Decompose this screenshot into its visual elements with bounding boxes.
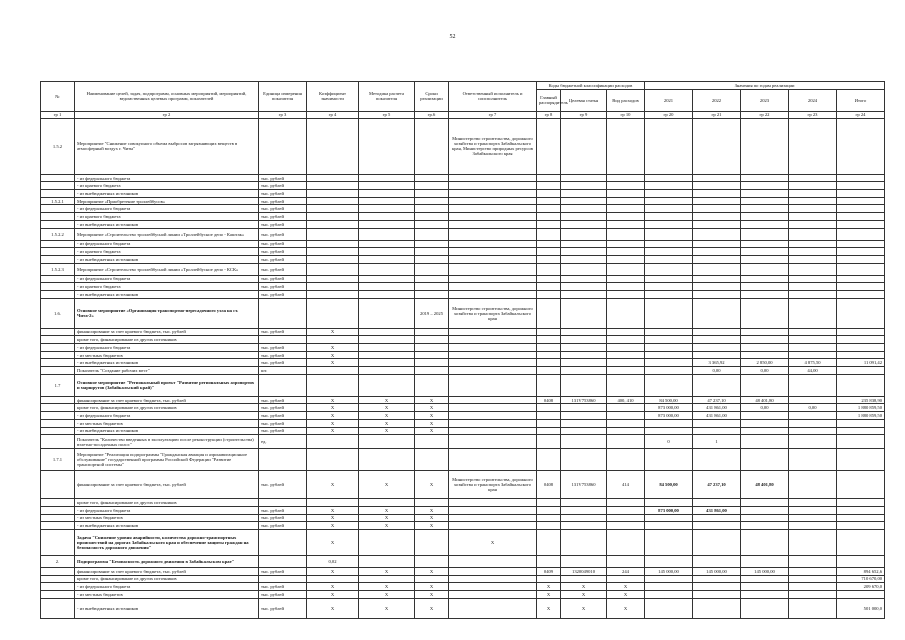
row-value-2022: 0,00 bbox=[693, 367, 741, 375]
table-row bbox=[41, 255, 885, 263]
table-row bbox=[41, 182, 885, 190]
budget-table bbox=[40, 81, 885, 619]
row-coef: X bbox=[307, 598, 359, 618]
row-name: кроме того, финансирование из других источников bbox=[75, 404, 259, 412]
row-bcc-exp: 414 bbox=[607, 471, 645, 499]
col-name-header: Наименование целей, задач, подпрограмм, основных мероприятий, мероприятий, ведомственных целевых программ, показателей bbox=[75, 82, 259, 112]
row-value-2022: 431 861,00 bbox=[693, 506, 741, 514]
table-row bbox=[41, 298, 885, 328]
row-number: 1.5.2.2 bbox=[41, 228, 75, 240]
col-mark: гр 23 bbox=[789, 111, 837, 118]
row-number: 1.7.1 bbox=[41, 449, 75, 471]
col-bcc-exp-header: Вид расходов bbox=[607, 89, 645, 111]
row-bcc-item: X bbox=[561, 591, 607, 599]
table-row bbox=[41, 419, 885, 427]
row-coef: X bbox=[307, 328, 359, 336]
row-unit: тыс. рублей bbox=[259, 190, 307, 198]
table-row bbox=[41, 396, 885, 404]
row-name: - из внебюджетных источников bbox=[75, 359, 259, 367]
row-value-2023: 145 000,00 bbox=[741, 567, 789, 575]
row-name: - из местных бюджетов bbox=[75, 591, 259, 599]
row-method: X bbox=[359, 522, 415, 530]
row-number: 1.5.2.3 bbox=[41, 263, 75, 275]
row-term: X bbox=[415, 591, 449, 599]
table-row bbox=[41, 220, 885, 228]
row-bcc-exp: X bbox=[607, 583, 645, 591]
table-row bbox=[41, 591, 885, 599]
row-name: Основное мероприятие «Организация транспортно-пересадочного узла на ст. Чита-2» bbox=[75, 298, 259, 328]
row-name: - из местных бюджетов bbox=[75, 419, 259, 427]
row-method: X bbox=[359, 591, 415, 599]
table-row bbox=[41, 427, 885, 435]
col-mark: гр 10 bbox=[607, 111, 645, 118]
row-name: Мероприятие «Приобретение троллейбусов» bbox=[75, 197, 259, 205]
row-coef: X bbox=[307, 529, 359, 555]
row-unit: тыс. рублей bbox=[259, 263, 307, 275]
table-row bbox=[41, 205, 885, 213]
table-row bbox=[41, 263, 885, 275]
row-name: - из федерального бюджета bbox=[75, 174, 259, 182]
row-name: кроме того, финансирование из других источников bbox=[75, 336, 259, 344]
row-unit: тыс. рублей bbox=[259, 396, 307, 404]
table-row bbox=[41, 555, 885, 567]
row-unit: тыс. рублей bbox=[259, 471, 307, 499]
row-value-2022: 47 237,10 bbox=[693, 471, 741, 499]
row-name: - из федерального бюджета bbox=[75, 240, 259, 248]
row-coef: X bbox=[307, 583, 359, 591]
row-method: X bbox=[359, 427, 415, 435]
row-value-2021: 0 bbox=[645, 435, 693, 449]
row-name: финансирование за счет краевого бюджета, тыс. рублей bbox=[75, 567, 259, 575]
row-method: X bbox=[359, 583, 415, 591]
row-value-2021: 84 500,00 bbox=[645, 471, 693, 499]
row-name: - из внебюджетных источников bbox=[75, 290, 259, 298]
col-2021-header: 2021 bbox=[645, 89, 693, 111]
row-unit: тыс. рублей bbox=[259, 567, 307, 575]
row-method: X bbox=[359, 396, 415, 404]
row-unit: тыс. рублей bbox=[259, 197, 307, 205]
row-name: кроме того, финансирование из других источников bbox=[75, 575, 259, 583]
row-value-2022: 145 000,00 bbox=[693, 567, 741, 575]
row-responsible: X bbox=[449, 529, 537, 555]
col-mark: гр 1 bbox=[41, 111, 75, 118]
row-value-total: 1 880 859,50 bbox=[837, 404, 885, 412]
row-term: X bbox=[415, 514, 449, 522]
row-value-total: 235 838,90 bbox=[837, 396, 885, 404]
table-row bbox=[41, 248, 885, 256]
row-name: - из внебюджетных источников bbox=[75, 190, 259, 198]
row-term: X bbox=[415, 522, 449, 530]
row-value-2023: 48 401,80 bbox=[741, 471, 789, 499]
row-name: финансирование за счет краевого бюджета, тыс. рублей bbox=[75, 471, 259, 499]
row-unit: тыс. рублей bbox=[259, 205, 307, 213]
row-method: X bbox=[359, 514, 415, 522]
col-years-header: Значения по годам реализации bbox=[645, 82, 885, 90]
row-unit: шт. bbox=[259, 367, 307, 375]
row-value-2023: 0,00 bbox=[741, 404, 789, 412]
row-unit: тыс. рублей bbox=[259, 344, 307, 352]
row-unit: тыс. рублей bbox=[259, 404, 307, 412]
col-2024-header: 2024 bbox=[789, 89, 837, 111]
row-unit: тыс. рублей bbox=[259, 506, 307, 514]
table-row bbox=[41, 404, 885, 412]
row-unit: тыс. рублей bbox=[259, 412, 307, 420]
row-value-total: 501 000,0 bbox=[837, 598, 885, 618]
row-unit: тыс. рублей bbox=[259, 591, 307, 599]
row-value-2022: 1 bbox=[693, 435, 741, 449]
row-coef: X bbox=[307, 567, 359, 575]
table-row bbox=[41, 367, 885, 375]
row-value-total: 710 670,00 bbox=[837, 575, 885, 583]
row-unit: тыс. рублей bbox=[259, 290, 307, 298]
row-number: 1.5.2 bbox=[41, 118, 75, 174]
table-row bbox=[41, 374, 885, 396]
row-term: X bbox=[415, 427, 449, 435]
row-bcc-exp: 244 bbox=[607, 567, 645, 575]
table-row bbox=[41, 118, 885, 174]
row-name: - из внебюджетных источников bbox=[75, 522, 259, 530]
row-unit: тыс. рублей bbox=[259, 228, 307, 240]
row-value-2021: 873 000,00 bbox=[645, 412, 693, 420]
table-row bbox=[41, 351, 885, 359]
row-unit: ед. bbox=[259, 435, 307, 449]
row-unit: тыс. рублей bbox=[259, 255, 307, 263]
table-row bbox=[41, 522, 885, 530]
row-coef: X bbox=[307, 591, 359, 599]
table-row bbox=[41, 598, 885, 618]
row-name: Мероприятие "Снижение совокупного объема выбросов загрязняющих веществ в атмосферный воздух г. Читы" bbox=[75, 118, 259, 174]
row-name: - из федерального бюджета bbox=[75, 412, 259, 420]
row-method: X bbox=[359, 598, 415, 618]
row-unit: тыс. рублей bbox=[259, 220, 307, 228]
row-value-2022: 3 365,92 bbox=[693, 359, 741, 367]
row-unit: тыс. рублей bbox=[259, 213, 307, 221]
row-value-2023: 2 850,00 bbox=[741, 359, 789, 367]
row-unit: тыс. рублей bbox=[259, 598, 307, 618]
row-name: Мероприятие «Строительство троллейбусной линии «Троллейбусное депо - КСК» bbox=[75, 263, 259, 275]
row-term: X bbox=[415, 396, 449, 404]
row-coef: X bbox=[307, 506, 359, 514]
row-unit: тыс. рублей bbox=[259, 328, 307, 336]
col-mark: гр 3 bbox=[259, 111, 307, 118]
table-row bbox=[41, 336, 885, 344]
row-value-total: 894 652,6 bbox=[837, 567, 885, 575]
col-mark: гр 22 bbox=[741, 111, 789, 118]
col-mark: гр 5 bbox=[359, 111, 415, 118]
row-value-2024: 44,00 bbox=[789, 367, 837, 375]
column-number-row bbox=[41, 111, 885, 118]
row-coef: 0,02 bbox=[307, 555, 359, 567]
row-number: 1.6. bbox=[41, 298, 75, 328]
col-mark: гр 4 bbox=[307, 111, 359, 118]
row-method: X bbox=[359, 419, 415, 427]
col-mark: гр 20 bbox=[645, 111, 693, 118]
row-coef: X bbox=[307, 344, 359, 352]
row-unit: тыс. рублей bbox=[259, 427, 307, 435]
row-number: 1.7 bbox=[41, 374, 75, 396]
row-unit: тыс. рублей bbox=[259, 275, 307, 283]
row-term: 2019 – 2025 bbox=[415, 298, 449, 328]
row-unit: тыс. рублей bbox=[259, 583, 307, 591]
row-unit: тыс. рублей bbox=[259, 174, 307, 182]
table-row bbox=[41, 190, 885, 198]
row-name: - из федерального бюджета bbox=[75, 275, 259, 283]
row-value-total: 11 091,42 bbox=[837, 359, 885, 367]
row-term: X bbox=[415, 404, 449, 412]
table-row bbox=[41, 583, 885, 591]
table-row bbox=[41, 344, 885, 352]
row-name: финансирование за счет краевого бюджета, тыс. рублей bbox=[75, 396, 259, 404]
row-name: - из внебюджетных источников bbox=[75, 598, 259, 618]
row-term: X bbox=[415, 471, 449, 499]
table-row bbox=[41, 499, 885, 507]
row-term: X bbox=[415, 419, 449, 427]
row-name: Показатель "Создание рабочих мест" bbox=[75, 367, 259, 375]
row-term: X bbox=[415, 412, 449, 420]
row-bcc-main: X bbox=[537, 591, 561, 599]
row-value-2021: 873 000,00 bbox=[645, 404, 693, 412]
row-term: X bbox=[415, 598, 449, 618]
row-name: - из местных бюджетов bbox=[75, 514, 259, 522]
col-bcc-header: Коды бюджетной классификации расходов bbox=[537, 82, 645, 90]
row-value-2021: 145 000,00 bbox=[645, 567, 693, 575]
row-value-2021: 84 500,00 bbox=[645, 396, 693, 404]
row-name: - из федерального бюджета bbox=[75, 583, 259, 591]
col-mark: гр 24 bbox=[837, 111, 885, 118]
col-no-header: № bbox=[41, 82, 75, 112]
row-coef: X bbox=[307, 427, 359, 435]
col-mark: гр.6 bbox=[415, 111, 449, 118]
table-row bbox=[41, 240, 885, 248]
row-name: - из федерального бюджета bbox=[75, 344, 259, 352]
row-unit: тыс. рублей bbox=[259, 240, 307, 248]
col-term-header: Сроки реализации bbox=[415, 82, 449, 112]
row-value-2022: 47 237,10 bbox=[693, 396, 741, 404]
table-row bbox=[41, 514, 885, 522]
row-method: X bbox=[359, 506, 415, 514]
row-value-2023: 48 401,80 bbox=[741, 396, 789, 404]
col-mark: гр 8 bbox=[537, 111, 561, 118]
col-resp-header: Ответственный исполнитель и соисполнитель bbox=[449, 82, 537, 112]
col-total-header: Итого bbox=[837, 89, 885, 111]
header-row-1 bbox=[41, 82, 885, 90]
row-value-total: 1 880 859,50 bbox=[837, 412, 885, 420]
row-number: 1.5.2.1 bbox=[41, 197, 75, 205]
table-row bbox=[41, 174, 885, 182]
row-name: - из краевого бюджета bbox=[75, 213, 259, 221]
row-name: - из федерального бюджета bbox=[75, 506, 259, 514]
col-method-header: Методика расчета показателя bbox=[359, 82, 415, 112]
row-value-2021: 873 000,00 bbox=[645, 506, 693, 514]
row-coef: X bbox=[307, 359, 359, 367]
table-row bbox=[41, 197, 885, 205]
row-name: - из местных бюджетов bbox=[75, 351, 259, 359]
col-mark: гр 7 bbox=[449, 111, 537, 118]
row-responsible: Министерство строительства, дорожного хозяйства и транспорта Забайкальского края bbox=[449, 298, 537, 328]
row-method: X bbox=[359, 471, 415, 499]
row-name: Подпрограмма "Безопасность дорожного движения в Забайкальском крае" bbox=[75, 555, 259, 567]
table-row bbox=[41, 471, 885, 499]
row-term: X bbox=[415, 583, 449, 591]
table-row bbox=[41, 213, 885, 221]
row-unit: тыс. рублей bbox=[259, 182, 307, 190]
row-bcc-main: 0408 bbox=[537, 471, 561, 499]
table-row bbox=[41, 290, 885, 298]
row-value-2022: 431 861,00 bbox=[693, 412, 741, 420]
row-name: финансирование за счет краевого бюджета, тыс. рублей bbox=[75, 328, 259, 336]
table-row bbox=[41, 283, 885, 291]
table-row bbox=[41, 228, 885, 240]
row-value-2023: 0,00 bbox=[741, 367, 789, 375]
row-coef: X bbox=[307, 404, 359, 412]
row-bcc-main: 0409 bbox=[537, 567, 561, 575]
col-2023-header: 2023 bbox=[741, 89, 789, 111]
row-number: 2. bbox=[41, 555, 75, 567]
col-mark: гр 21 bbox=[693, 111, 741, 118]
row-unit: тыс. рублей bbox=[259, 248, 307, 256]
row-name: - из краевого бюджета bbox=[75, 283, 259, 291]
row-bcc-item: 131V753860 bbox=[561, 396, 607, 404]
row-responsible: Министерство строительства, дорожного хозяйства и транспорта Забайкальского края bbox=[449, 471, 537, 499]
row-name: - из внебюджетных источников bbox=[75, 427, 259, 435]
table-row bbox=[41, 506, 885, 514]
row-name: - из внебюджетных источников bbox=[75, 255, 259, 263]
row-bcc-main: X bbox=[537, 583, 561, 591]
table-row bbox=[41, 359, 885, 367]
row-bcc-exp: X bbox=[607, 591, 645, 599]
table-row bbox=[41, 435, 885, 449]
row-method: X bbox=[359, 412, 415, 420]
row-unit: тыс. рублей bbox=[259, 419, 307, 427]
row-bcc-item: X bbox=[561, 583, 607, 591]
col-mark: гр 2 bbox=[75, 111, 259, 118]
row-bcc-item: X bbox=[561, 598, 607, 618]
col-bcc-item-header: Целевая статья bbox=[561, 89, 607, 111]
row-name: Основное мероприятие "Региональный проект "Развитие региональных аэропортов и маршрутов (Забайкальский край)" bbox=[75, 374, 259, 396]
row-value-2024: 0,00 bbox=[789, 404, 837, 412]
row-value-2024: 4 875,50 bbox=[789, 359, 837, 367]
table-row bbox=[41, 567, 885, 575]
col-bcc-main-header: Главный распорядитель bbox=[537, 89, 561, 111]
row-coef: X bbox=[307, 351, 359, 359]
row-bcc-item: 131V753860 bbox=[561, 471, 607, 499]
row-name: Мероприятие «Строительство троллейбусной линии «Троллейбусное депо - Каштак» bbox=[75, 228, 259, 240]
table-row bbox=[41, 575, 885, 583]
table-row bbox=[41, 275, 885, 283]
row-coef: X bbox=[307, 396, 359, 404]
row-method: X bbox=[359, 567, 415, 575]
row-name: - из краевого бюджета bbox=[75, 248, 259, 256]
row-coef: X bbox=[307, 471, 359, 499]
row-coef: X bbox=[307, 419, 359, 427]
row-unit: тыс. рублей bbox=[259, 514, 307, 522]
row-unit: тыс. рублей bbox=[259, 359, 307, 367]
table-row bbox=[41, 449, 885, 471]
row-term: X bbox=[415, 567, 449, 575]
table-row bbox=[41, 328, 885, 336]
row-responsible: Министерство строительства, дорожного хозяйства и транспорта Забайкальского края, Министерство природных ресурсов Забайкальского края bbox=[449, 118, 537, 174]
col-coef-header: Коэффициент значимости bbox=[307, 82, 359, 112]
col-mark: гр 9 bbox=[561, 111, 607, 118]
row-coef: X bbox=[307, 522, 359, 530]
row-bcc-exp: X bbox=[607, 598, 645, 618]
col-unit-header: Единица измерения показателя bbox=[259, 82, 307, 112]
row-term: X bbox=[415, 506, 449, 514]
row-name: кроме того, финансирование из других источников bbox=[75, 499, 259, 507]
row-bcc-item: 1320049010 bbox=[561, 567, 607, 575]
table-row bbox=[41, 529, 885, 555]
row-unit: тыс. рублей bbox=[259, 351, 307, 359]
col-2022-header: 2022 bbox=[693, 89, 741, 111]
row-name: - из краевого бюджета bbox=[75, 182, 259, 190]
row-coef: X bbox=[307, 412, 359, 420]
table-row bbox=[41, 412, 885, 420]
row-method: X bbox=[359, 404, 415, 412]
row-value-total: 209 670,0 bbox=[837, 583, 885, 591]
row-bcc-exp: 400, 410 bbox=[607, 396, 645, 404]
row-name: - из федерального бюджета bbox=[75, 205, 259, 213]
row-value-2022: 431 861,00 bbox=[693, 404, 741, 412]
row-unit: тыс. рублей bbox=[259, 522, 307, 530]
row-name: Показатель "Количество введенных в эксплуатацию после реконструкции (строительства) взлетно-посадочных полос" bbox=[75, 435, 259, 449]
row-bcc-main: X bbox=[537, 598, 561, 618]
row-unit: тыс. рублей bbox=[259, 283, 307, 291]
row-name: - из внебюджетных источников bbox=[75, 220, 259, 228]
page-number: 52 bbox=[449, 34, 456, 40]
row-name: Задача "Снижение уровня аварийности, количества дорожно-транспортных происшествий на дорогах Забайкальского края и обеспечение защиты граждан на безопасность дорожного движения" bbox=[75, 529, 259, 555]
row-name: Мероприятие "Реализация подпрограммы "Гражданская авиация и аэронавигационное обслуживание" государственной программы Российской Федерации "Развитие транспортной системы" bbox=[75, 449, 259, 471]
row-bcc-main: 0408 bbox=[537, 396, 561, 404]
row-coef: X bbox=[307, 514, 359, 522]
